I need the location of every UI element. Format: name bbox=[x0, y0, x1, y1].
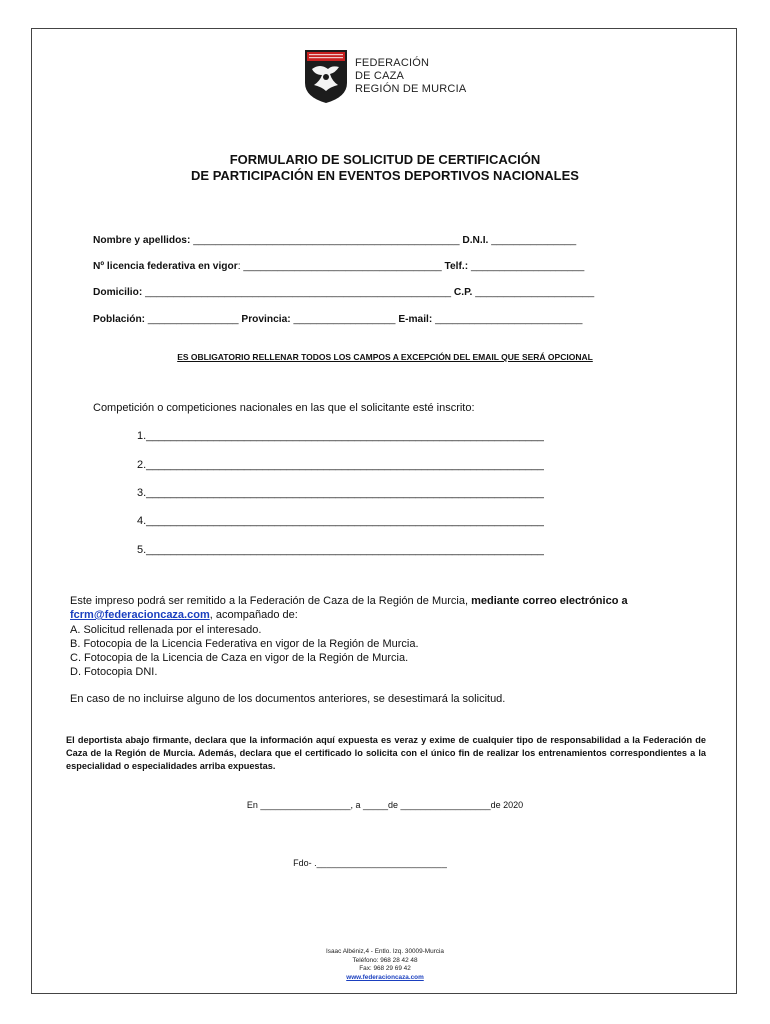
requirement-item-b: B. Fotocopia de la Licencia Federativa en vigor de la Región de Murcia. bbox=[70, 638, 419, 650]
footer bbox=[32, 948, 738, 982]
footer-phone: Teléfono: 968 28 42 48 bbox=[352, 956, 418, 964]
postal-code-field[interactable]: _____________________ bbox=[472, 287, 595, 298]
mandatory-fields-notice: ES OBLIGATORIO RELLENAR TODOS LOS CAMPOS A EXCEPCIÓN DEL EMAIL QUE SERÁ OPCIONAL bbox=[177, 352, 593, 362]
email-label: E-mail: bbox=[395, 314, 433, 325]
license-field[interactable]: : ___________________________________ bbox=[237, 261, 442, 272]
requirement-item-a: A. Solicitud rellenada por el interesado. bbox=[70, 624, 262, 636]
town-field[interactable]: ________________ bbox=[145, 314, 239, 325]
dni-field[interactable]: _______________ bbox=[488, 235, 577, 246]
federation-email-link[interactable]: fcrm@federacioncaza.com bbox=[70, 609, 210, 621]
competition-line-4[interactable]: 4._________________________________________________________________ bbox=[137, 515, 544, 527]
remit-paragraph bbox=[70, 595, 628, 609]
province-field[interactable]: __________________ bbox=[290, 314, 396, 325]
license-label: Nº licencia federativa en vigor bbox=[93, 261, 238, 272]
footer-website-link[interactable]: www.federacioncaza.com bbox=[346, 973, 424, 981]
address-label: Domicilio: bbox=[93, 287, 143, 298]
remit-text-bold: mediante correo electrónico a bbox=[471, 595, 628, 607]
competition-line-3[interactable]: 3._________________________________________________________________ bbox=[137, 487, 544, 499]
phone-field[interactable]: ____________________ bbox=[468, 261, 585, 272]
remit-email-line bbox=[70, 609, 298, 623]
email-field[interactable]: __________________________ bbox=[432, 314, 583, 325]
province-label: Provincia: bbox=[238, 314, 291, 325]
competition-line-2[interactable]: 2._________________________________________________________________ bbox=[137, 459, 544, 471]
competitions-intro: Competición o competiciones nacionales en las que el solicitante esté inscrito: bbox=[93, 402, 475, 414]
requirement-item-d: D. Fotocopia DNI. bbox=[70, 666, 158, 678]
dni-label: D.N.I. bbox=[459, 235, 489, 246]
field-row-address-cp bbox=[93, 287, 594, 298]
declaration-paragraph: El deportista abajo firmante, declara que la información aquí expuesta es veraz y exime de cualquier tipo de responsabilidad a la Federación de Caza de la Región de Murcia. Además, declara que el certificado lo solicita con el único fin de realizar los entrenamientos correspondientes a la especialidad o especialidades arriba expuestas. bbox=[66, 735, 706, 771]
form-title-line-1: FORMULARIO DE SOLICITUD DE CERTIFICACIÓN bbox=[229, 152, 541, 167]
postal-code-label: C.P. bbox=[451, 287, 473, 298]
rejection-note: En caso de no incluirse alguno de los documentos anteriores, se desestimará la solicitud. bbox=[70, 693, 506, 705]
org-line-3: REGIÓN DE MURCIA bbox=[355, 83, 467, 95]
name-label: Nombre y apellidos: bbox=[93, 235, 191, 246]
address-field[interactable]: ______________________________________________________ bbox=[142, 287, 452, 298]
org-line-1: FEDERACIÓN bbox=[355, 57, 430, 69]
name-field[interactable]: _______________________________________________ bbox=[190, 235, 460, 246]
field-row-town-province-email bbox=[93, 314, 582, 325]
footer-fax: Fax: 968 29 69 42 bbox=[359, 965, 411, 973]
town-label: Población: bbox=[93, 314, 146, 325]
field-row-name-dni bbox=[93, 235, 576, 246]
field-row-license-phone bbox=[93, 261, 584, 272]
org-line-2: DE CAZA bbox=[355, 70, 405, 82]
requirement-item-c: C. Fotocopia de la Licencia de Caza en vigor de la Región de Murcia. bbox=[70, 652, 409, 664]
federation-shield-logo bbox=[302, 47, 350, 105]
remit-text: Este impreso podrá ser remitido a la Federación de Caza de la Región de Murcia, bbox=[70, 595, 472, 607]
signature-line[interactable]: Fdo- .__________________________ bbox=[293, 858, 447, 868]
remit-accompanied: , acompañado de: bbox=[209, 609, 298, 621]
footer-address: Isaac Albéniz,4 - Entlo. Izq. 30009-Murcia bbox=[326, 948, 444, 955]
phone-label: Telf.: bbox=[441, 261, 469, 272]
federation-name bbox=[355, 57, 466, 96]
competition-line-1[interactable]: 1._________________________________________________________________ bbox=[137, 430, 544, 442]
competition-line-5[interactable]: 5._________________________________________________________________ bbox=[137, 544, 544, 556]
document-page bbox=[31, 28, 737, 994]
form-title-line-2: DE PARTICIPACIÓN EN EVENTOS DEPORTIVOS NACIONALES bbox=[191, 168, 579, 183]
place-date-line[interactable]: En __________________, a _____de __________________de 2020 bbox=[246, 800, 524, 810]
